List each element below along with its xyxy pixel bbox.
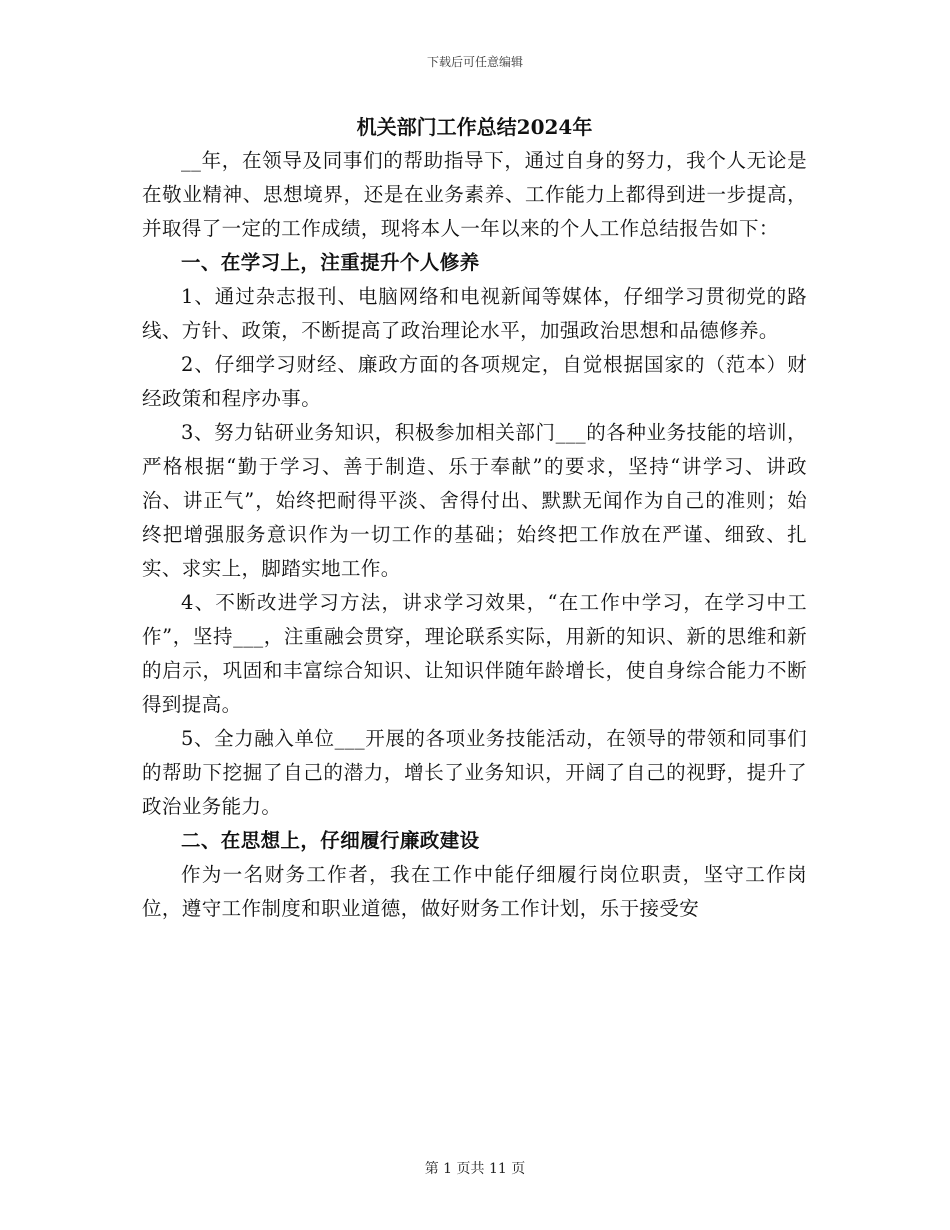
paragraph-item-4: 4、不断改进学习方法，讲求学习效果，“在工作中学习，在学习中工作”，坚持___，注重融会贯穿，理论联系实际，用新的知识、新的思维和新的启示，巩固和丰富综合知识、让知识伴随年龄增长，使自身综合能力不断得到提高。 bbox=[142, 591, 807, 716]
page-number-footer: 第 1 页共 11 页 bbox=[424, 1161, 526, 1177]
document-body bbox=[142, 110, 807, 926]
paragraph-item-2: 2、仔细学习财经、廉政方面的各项规定，自觉根据国家的（范本）财经政策和程序办事。 bbox=[142, 353, 807, 410]
document-title: 机关部门工作总结2024年 bbox=[356, 115, 593, 139]
paragraph-intro: __年，在领导及同事们的帮助指导下，通过自身的努力，我个人无论是在敬业精神、思想境界，还是在业务素养、工作能力上都得到进一步提高，并取得了一定的工作成绩，现将本人一年以来的个人工作总结报告如下： bbox=[142, 149, 807, 240]
section-heading-2: 二、在思想上，仔细履行廉政建设 bbox=[181, 829, 480, 852]
header-note: 下载后可任意编辑 bbox=[426, 55, 523, 69]
paragraph-item-3: 3、努力钻研业务知识，积极参加相关部门___的各种业务技能的培训，严格根据“勤于学习、善于制造、乐于奉献”的要求，坚持“讲学习、讲政治、讲正气”，始终把耐得平淡、舍得付出、默默无闻作为自己的准则；始终把增强服务意识作为一切工作的基础；始终把工作放在严谨、细致、扎实、求实上，脚踏实地工作。 bbox=[142, 421, 807, 580]
section-heading-1: 一、在学习上，注重提升个人修养 bbox=[181, 251, 480, 274]
paragraph-item-1: 1、通过杂志报刊、电脑网络和电视新闻等媒体，仔细学习贯彻党的路线、方针、政策，不断提高了政治理论水平，加强政治思想和品德修养。 bbox=[142, 285, 807, 342]
paragraph-section-2: 作为一名财务工作者，我在工作中能仔细履行岗位职责，坚守工作岗位，遵守工作制度和职业道德，做好财务工作计划，乐于接受安 bbox=[142, 863, 807, 920]
paragraph-item-5: 5、全力融入单位___开展的各项业务技能活动，在领导的带领和同事们的帮助下挖掘了自己的潜力，增长了业务知识，开阔了自己的视野，提升了政治业务能力。 bbox=[142, 727, 807, 818]
